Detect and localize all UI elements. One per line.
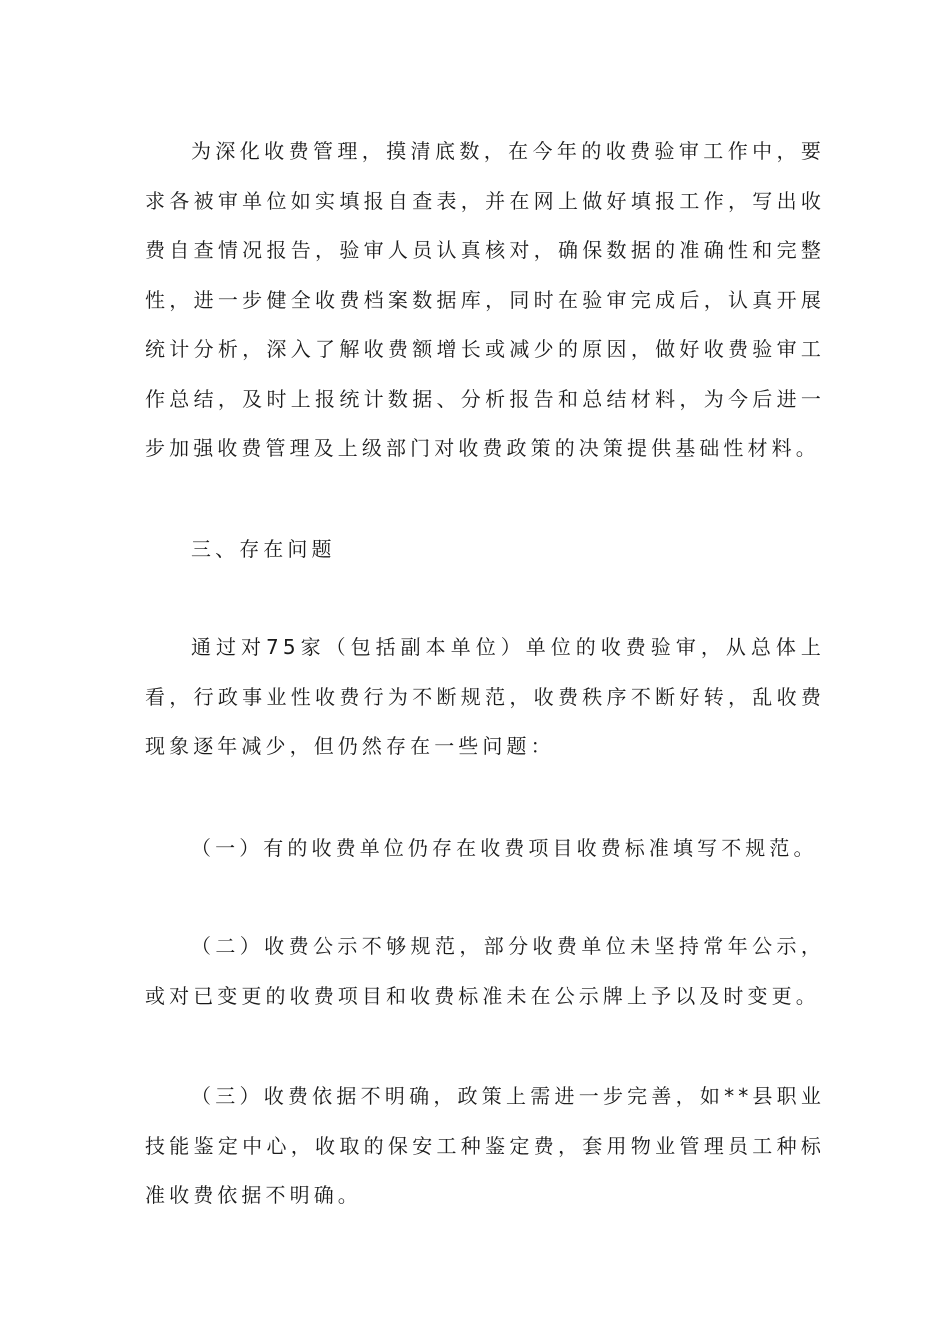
paragraph-problem-3: （三）收费依据不明确，政策上需进一步完善，如**县职业技能鉴定中心，收取的保安工种鉴定费，套用物业管理员工种标准收费依据不明确。 [145, 1084, 825, 1207]
paragraph-problem-2: （二）收费公示不够规范，部分收费单位未坚持常年公示，或对已变更的收费项目和收费标准未在公示牌上予以及时变更。 [145, 934, 825, 1008]
section-heading-problems: 三、存在问题 [191, 537, 336, 561]
paragraph-problem-1: （一）有的收费单位仍存在收费项目收费标准填写不规范。 [191, 836, 818, 860]
paragraph-fee-management: 为深化收费管理，摸清底数，在今年的收费验审工作中，要求各被审单位如实填报自查表，并在网上做好填报工作，写出收费自查情况报告，验审人员认真核对，确保数据的准确性和完整性，进一步健全收费档案数据库，同时在验审完成后，认真开展统计分析，深入了解收费额增长或减少的原因，做好收费验审工作总结，及时上报统计数据、分析报告和总结材料，为今后进一步加强收费管理及上级部门对收费政策的决策提供基础性材料。 [145, 139, 825, 460]
paragraph-audit-overview: 通过对75家（包括副本单位）单位的收费验审，从总体上看，行政事业性收费行为不断规范，收费秩序不断好转，乱收费现象逐年减少，但仍然存在一些问题： [145, 635, 825, 758]
